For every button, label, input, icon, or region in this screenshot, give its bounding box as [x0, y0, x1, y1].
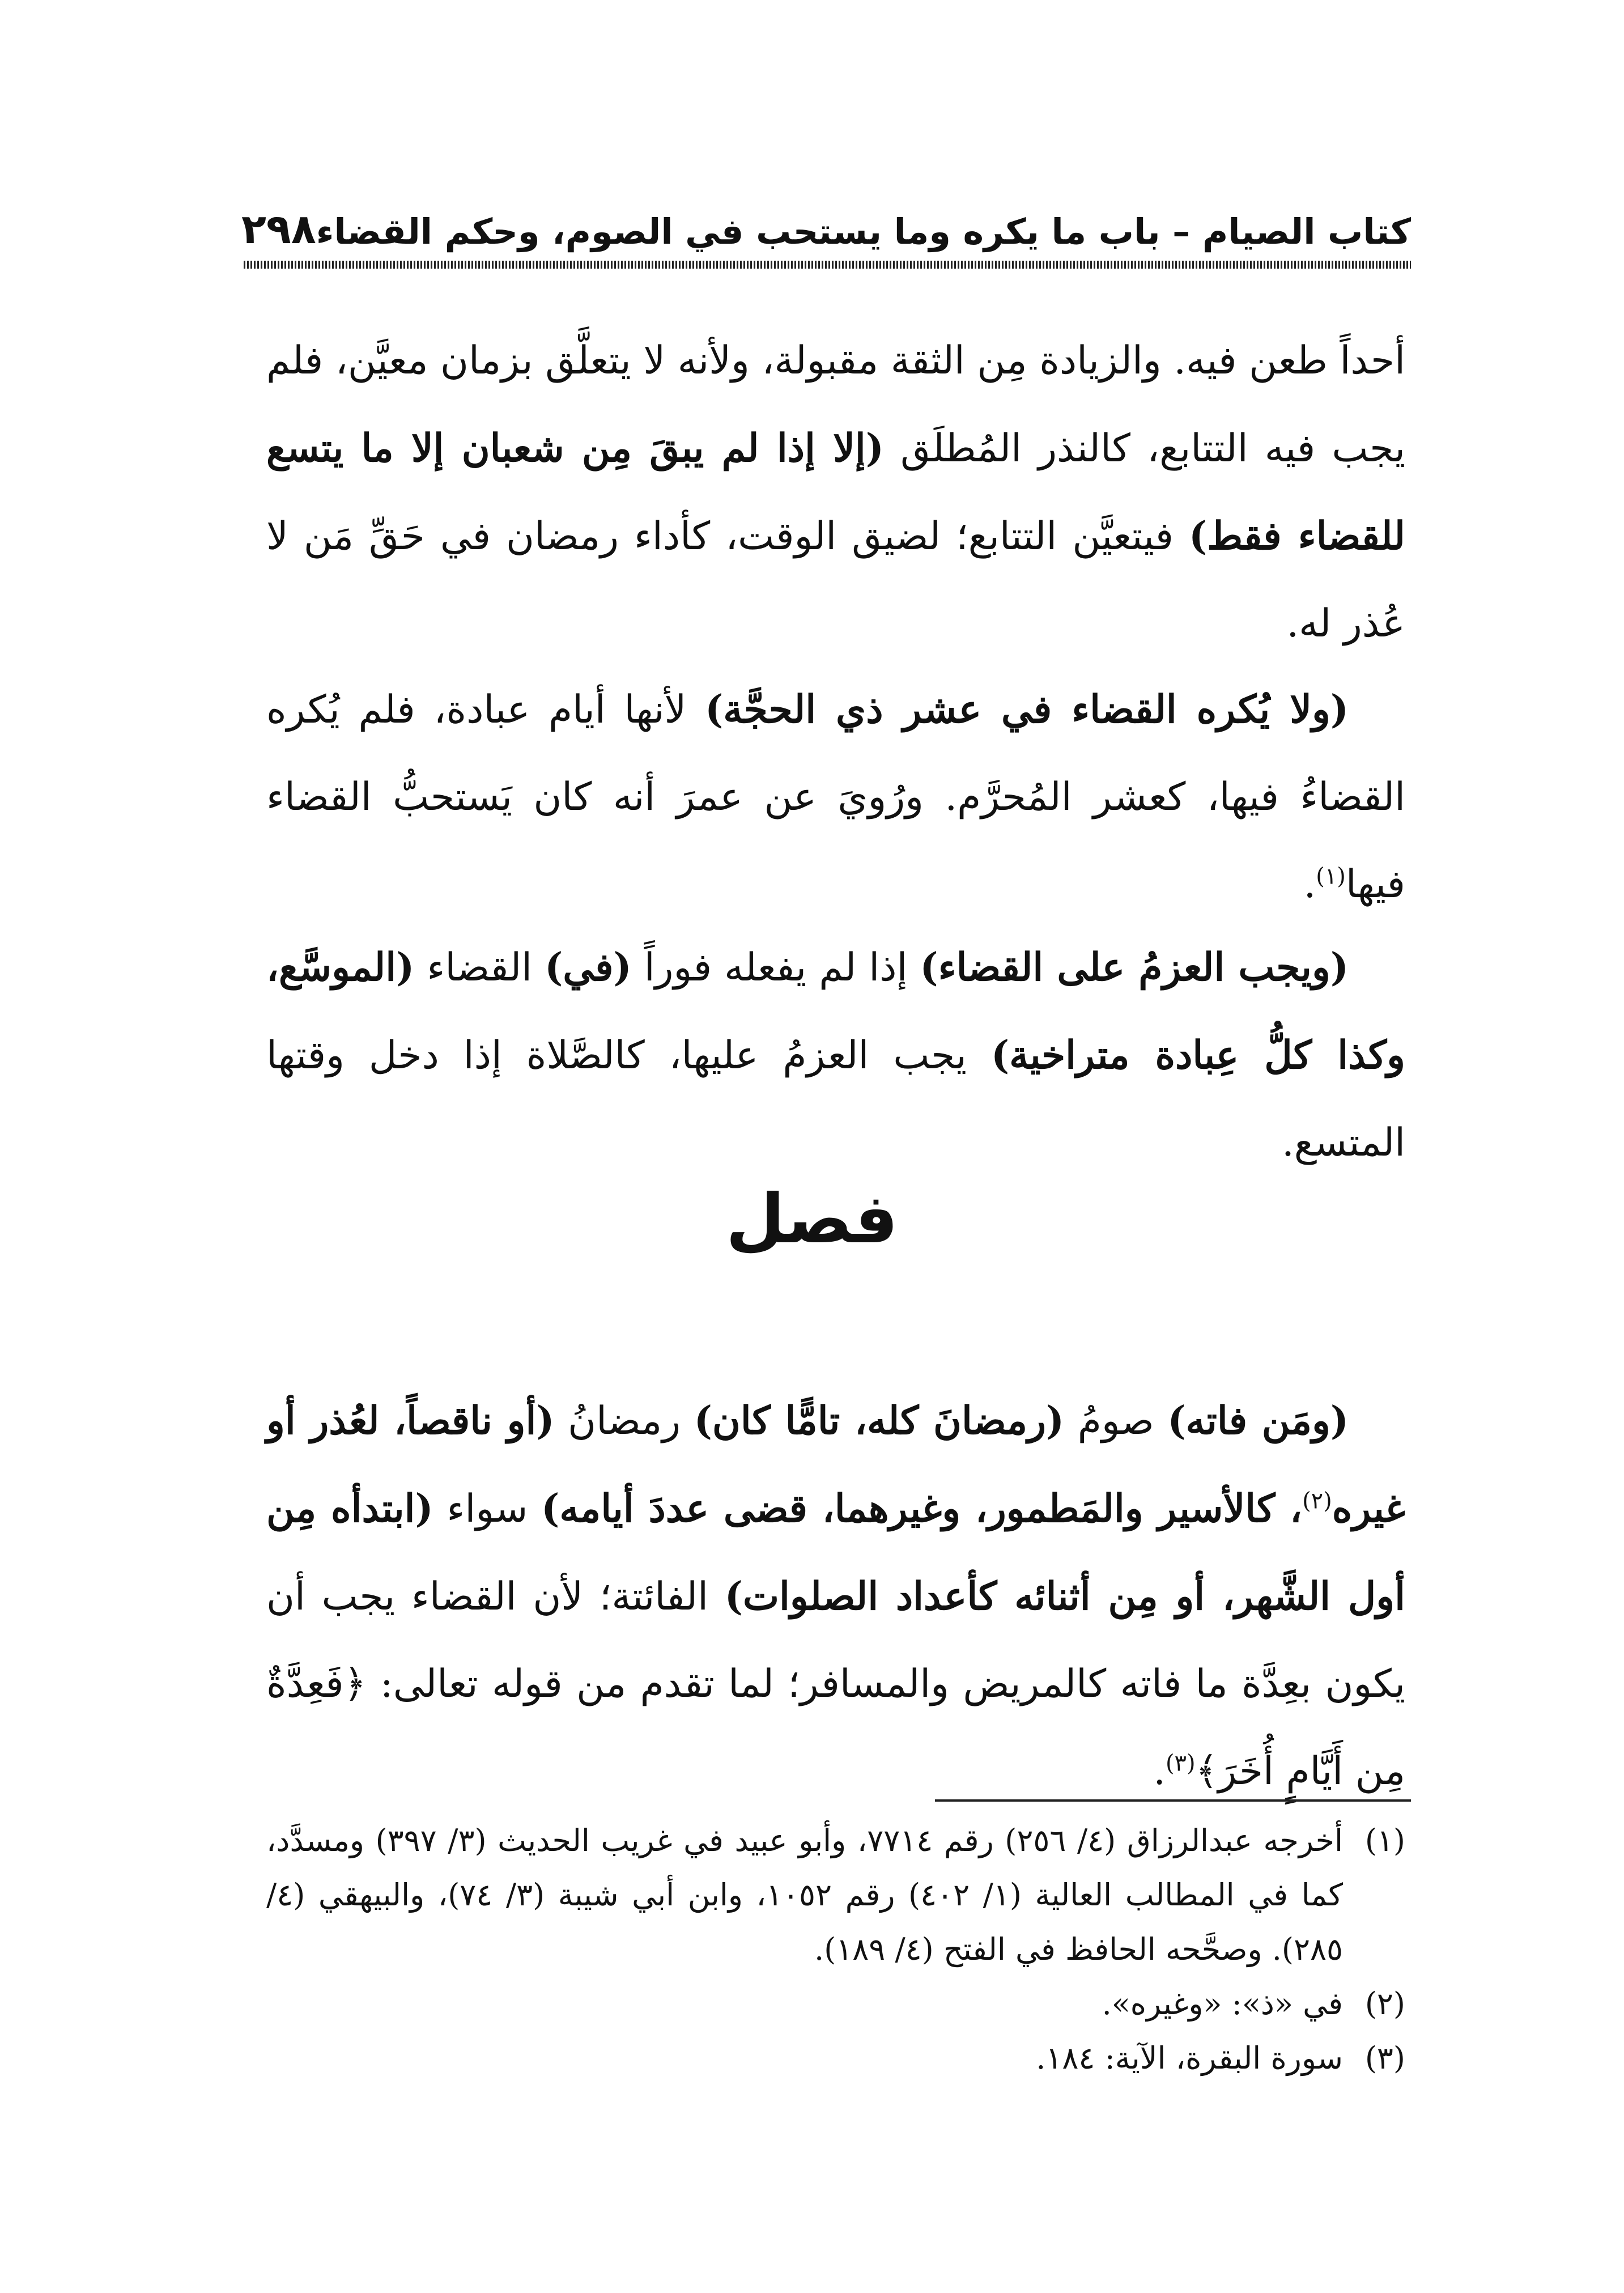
text-run: يجب العزمُ عليها، كالصَّلاة إذا دخل وقتها المتسع.	[266, 1033, 1405, 1165]
bold-matn: (ابتدأه مِن أول الشَّهر، أو مِن أثنائه كأعداد الصلوات)	[266, 1486, 1405, 1619]
footnote-ref-1: (١)	[1316, 863, 1346, 890]
bold-matn: (الموسَّع، وكذا كلُّ عِبادة متراخية)	[266, 945, 1405, 1078]
bold-matn: (إلا إذا لم يبقَ مِن شعبان إلا ما يتسع للقضاء فقط)	[266, 426, 1406, 559]
bold-matn: (في)	[545, 945, 632, 990]
header-divider	[244, 261, 1411, 269]
bold-matn: (أو ناقصاً، لعُذر أو غيره	[266, 1398, 1405, 1531]
text-run: القضاء	[414, 945, 545, 990]
footnote-text: سورة البقرة، الآية: ١٨٤.	[1036, 2040, 1343, 2076]
page-number: ٢٩٨	[241, 205, 316, 253]
bold-matn: ، كالأسير والمَطمور، وغيرهما، قضى عددَ أيامه)	[541, 1486, 1303, 1531]
footnote-number: (٣)	[1364, 2040, 1405, 2076]
text-run: رمضانُ	[554, 1399, 694, 1443]
text-run: سواء	[433, 1487, 542, 1531]
page-header	[241, 187, 1411, 253]
text-run: الفائتة؛ لأن القضاء يجب أن يكون بعِدَّة ما فاته كالمريض والمسافر؛ لما تقدم من قوله تعالى: ﴿فَعِدَّةٌ مِن أَيَّامٍ أُخَرَ﴾	[266, 1574, 1405, 1794]
running-title: كتاب الصيام – باب ما يكره وما يستحب في الصوم، وحكم القضاء	[316, 211, 1411, 252]
bold-matn: (رمضانَ كله، تامًّا كان)	[694, 1398, 1065, 1443]
text-run: إذا لم يفعله فوراً	[631, 945, 920, 990]
bold-matn: (ويجب العزمُ على القضاء)	[920, 945, 1349, 990]
paragraph-1	[266, 317, 1405, 668]
text-run: .	[1303, 862, 1316, 907]
text-run: لأنها أيام عبادة، فلم يُكره القضاءُ فيها، كعشر المُحرَّم. ورُويَ عن عمرَ أنه كان يَستحبُّ القضاء فيها	[266, 687, 1405, 907]
footnote-text: في «ذ»: «وغيره».	[1102, 1986, 1343, 2022]
paragraph-3	[266, 924, 1405, 1187]
footnote-ref-2: (٢)	[1302, 1488, 1332, 1514]
footnote-ref-3: (٣)	[1165, 1750, 1196, 1777]
footnotes	[266, 1814, 1405, 2086]
bold-matn: (ولا يُكره القضاء في عشر ذي الحجَّة)	[705, 687, 1349, 732]
text-run: .	[1153, 1749, 1166, 1794]
footnote-1	[266, 1814, 1405, 1977]
footnote-text: أخرجه عبدالرزاق (٤/ ٢٥٦) رقم ٧٧١٤، وأبو عبيد في غريب الحديث (٣/ ٣٩٧) ومسدَّد، كما في المطالب العالية (١/ ٤٠٢) رقم ١٠٥٢، وابن أبي شيبة (٣/ ٧٤)، والبيهقي (٤/ ٢٨٥). وصحَّحه الحافظ في الفتح (٤/ ١٨٩).	[266, 1823, 1344, 1967]
paragraph-4	[266, 1377, 1405, 1815]
text-run: صومُ	[1064, 1399, 1168, 1443]
footnote-number: (٢)	[1364, 1986, 1405, 2022]
footnote-3	[266, 2031, 1405, 2086]
text-run: فيتعيَّن التتابع؛ لضيق الوقت، كأداء رمضان في حَقِّ مَن لا عُذر له.	[266, 514, 1405, 646]
section-heading: فصل	[726, 1180, 898, 1259]
paragraph-2	[266, 666, 1405, 928]
text-run: أحداً طعن فيه. والزيادة مِن الثقة مقبولة، ولأنه لا يتعلَّق بزمان معيَّن، فلم يجب فيه التتابع، كالنذر المُطلَق	[266, 338, 1406, 471]
footnote-divider	[935, 1799, 1411, 1802]
bold-matn: (ومَن فاته)	[1167, 1398, 1349, 1443]
footnote-number: (١)	[1364, 1823, 1405, 1858]
footnote-2	[266, 1977, 1405, 2031]
